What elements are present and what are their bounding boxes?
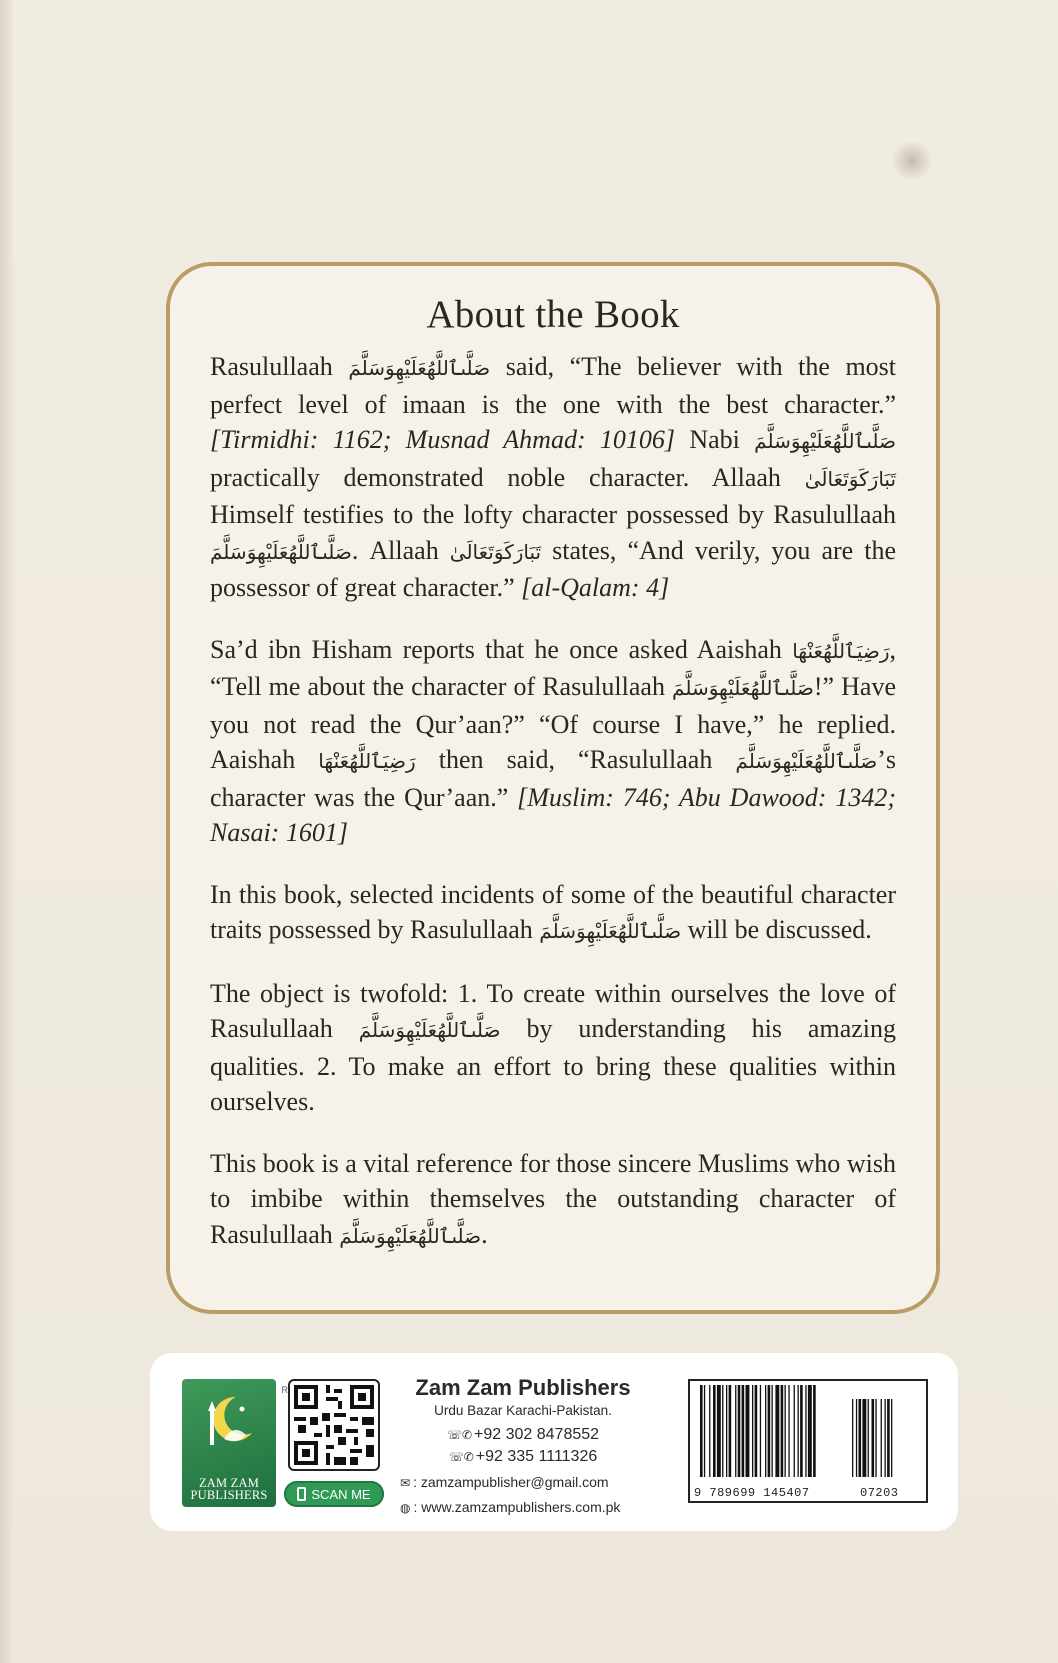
- barcode-bar: [788, 1385, 789, 1477]
- barcode-bar: [704, 1385, 705, 1477]
- paragraph-5: This book is a vital reference for those sincere Muslims who wish to imbibe within themselves the outstanding character of Rasulullaah صَلَّىٱللَّهُعَلَيْهِوَسَلَّمَ.: [210, 1148, 896, 1249]
- phone-whatsapp-icon: ☏✆: [448, 1450, 474, 1464]
- publisher-name: Zam Zam Publishers: [415, 1375, 631, 1400]
- honorific-ra: رَضِيَٱللَّهُعَنْهَا: [318, 749, 416, 773]
- barcode-bar: [772, 1385, 773, 1477]
- barcode-bar: [717, 1385, 721, 1477]
- barcode-bar: [805, 1385, 806, 1477]
- honorific-allah: تَبَارَكَوَتَعَالَىٰ: [449, 539, 542, 564]
- honorific-saw: صَلَّىٱللَّهُعَلَيْهِوَسَلَّمَ: [735, 749, 878, 773]
- honorific-saw: صَلَّىٱللَّهُعَلَيْهِوَسَلَّمَ: [754, 429, 896, 453]
- paragraph-3: In this book, selected incidents of some of the beautiful character traits possessed by Rasulullaah صَلَّىٱللَّهُعَلَيْهِوَسَلَّمَ will be discussed.: [210, 879, 896, 944]
- honorific-saw: صَلَّىٱللَّهُعَلَيْهِوَسَلَّمَ: [210, 539, 352, 564]
- barcode-bar: [709, 1385, 710, 1477]
- honorific-ra: رَضِيَٱللَّهُعَنْهَا: [792, 638, 890, 663]
- barcode-bar: [800, 1385, 803, 1477]
- honorific-saw: صَلَّىٱللَّهُعَلَيْهِوَسَلَّمَ: [358, 1018, 501, 1042]
- barcode-bar: [752, 1385, 753, 1477]
- barcode-bar: [755, 1385, 758, 1477]
- barcode-bar: [729, 1385, 732, 1477]
- barcode-bar: [856, 1399, 857, 1477]
- reference: [al-Qalam: 4]: [521, 573, 670, 602]
- barcode-bar: [859, 1399, 862, 1477]
- publisher-email[interactable]: ✉ : zamzampublisher@gmail.com: [400, 1474, 609, 1490]
- barcode-bar: [760, 1385, 761, 1477]
- barcode-bar: [742, 1385, 745, 1477]
- honorific-allah: تَبَارَكَوَتَعَالَىٰ: [804, 466, 897, 491]
- barcode-bar: [794, 1385, 795, 1477]
- logo-text-line-2: PUBLISHERS: [190, 1488, 268, 1502]
- barcode-bar: [775, 1385, 779, 1477]
- isbn-digits: 9 789699 145407: [694, 1486, 810, 1500]
- barcode-bar: [875, 1399, 876, 1477]
- barcode-bar: [726, 1385, 727, 1477]
- honorific-saw: صَلَّىٱللَّهُعَلَيْهِوَسَلَّمَ: [539, 919, 682, 943]
- barcode-bar: [768, 1385, 771, 1477]
- barcode-bar: [885, 1399, 886, 1477]
- barcode-bar: [713, 1385, 716, 1477]
- registered-mark: R: [281, 1385, 288, 1395]
- cover-smudge: [890, 142, 934, 180]
- paragraph-1: Rasulullaah صَلَّىٱللَّهُعَلَيْهِوَسَلَّمَ said, “The believer with the most perfect level of imaan is the one with the best character.” [Tirmidhi: 1162; Musnad Ahmad: 10106] Nabi صَلَّىٱللَّهُعَلَيْهِوَسَلَّمَ practically demonstrated noble character. Allaah تَبَارَكَوَتَعَالَىٰ Himself testifies to the lofty character possessed by Rasulullaah صَلَّىٱللَّهُعَلَيْهِوَسَلَّمَ. Allaah تَبَارَكَوَتَعَالَىٰ states, “And verily, you are the possessor of great character.” [al-Qalam: 4]: [210, 352, 897, 602]
- barcode-bar: [881, 1399, 882, 1477]
- phone-whatsapp-icon: ☏✆: [446, 1428, 473, 1442]
- honorific-saw: صَلَّىٱللَّهُعَلَيْهِوَسَلَّمَ: [339, 1223, 482, 1248]
- isbn-barcode: [688, 1379, 928, 1503]
- paragraph-4: The object is twofold: 1. To create within ourselves the love of Rasulullaah صَلَّىٱللَّهُعَلَيْهِوَسَلَّمَ by understanding his amazing qualities. 2. To make an effort to bring these qualities within ourselves.: [210, 978, 897, 1116]
- phone-icon: [297, 1487, 306, 1501]
- barcode-bar: [852, 1399, 853, 1477]
- publisher-info: [398, 1375, 648, 1518]
- globe-icon: ◍: [400, 1501, 411, 1515]
- publisher-phone-1: ☏✆ +92 302 8478552: [446, 1426, 600, 1443]
- qr-pattern: [290, 1381, 378, 1469]
- about-the-book-panel: [166, 262, 940, 1314]
- barcode-bar: [808, 1385, 812, 1477]
- reference: [Muslim: 746; Abu Dawood: 1342; Nasai: 1601]: [210, 782, 896, 847]
- barcode-bar: [891, 1399, 892, 1477]
- crescent-minaret-icon: [196, 1389, 262, 1459]
- logo-text-line-1: ZAM ZAM: [198, 1476, 260, 1490]
- qr-code[interactable]: [288, 1379, 380, 1471]
- honorific-saw: صَلَّىٱللَّهُعَلَيْهِوَسَلَّمَ: [672, 676, 814, 700]
- barcode-bar: [887, 1399, 890, 1477]
- barcode-bar: [765, 1385, 766, 1477]
- barcode-bar: [735, 1385, 736, 1477]
- barcode-bar: [862, 1399, 866, 1477]
- barcode-bar: [813, 1385, 816, 1477]
- honorific-saw: صَلَّىٱللَّهُعَلَيْهِوَسَلَّمَ: [348, 356, 491, 380]
- scan-me-badge[interactable]: SCAN ME: [284, 1481, 384, 1507]
- publisher-website[interactable]: ◍ : www.zamzampublishers.com.pk: [400, 1499, 621, 1515]
- barcode-bar: [700, 1385, 703, 1477]
- reference: [Tirmidhi: 1162; Musnad Ahmad: 10106]: [210, 425, 676, 454]
- barcode-bar: [785, 1385, 786, 1477]
- publisher-logo: [182, 1379, 288, 1507]
- barcode-bar: [872, 1399, 875, 1477]
- publisher-strip: [150, 1353, 958, 1531]
- addon-digits: 07203: [860, 1486, 899, 1500]
- envelope-icon: ✉: [400, 1476, 411, 1490]
- paragraph-2: Sa’d ibn Hisham reports that he once asked Aaishah رَضِيَٱللَّهُعَنْهَا, “Tell me about the character of Rasulullaah صَلَّىٱللَّهُعَلَيْهِوَسَلَّمَ!” Have you not read the Qur’aan?” “Of course I have,” he replied. Aaishah رَضِيَٱللَّهُعَنْهَا then said, “Rasulullaah صَلَّىٱللَّهُعَلَيْهِوَسَلَّمَ’s character was the Qur’aan.” [Muslim: 746; Abu Dawood: 1342; Nasai: 1601]: [210, 634, 897, 847]
- publisher-phone-2: ☏✆ +92 335 1111326: [448, 1448, 598, 1465]
- publisher-address: Urdu Bazar Karachi-Pakistan.: [434, 1403, 612, 1418]
- barcode-bar: [746, 1385, 750, 1477]
- barcode-bar: [868, 1399, 869, 1477]
- about-title: About the Book: [426, 293, 680, 336]
- barcode-bar: [738, 1385, 741, 1477]
- barcode-bar: [781, 1385, 784, 1477]
- barcode-bar: [798, 1385, 799, 1477]
- spine-shadow: [0, 0, 14, 1663]
- barcode-bar: [722, 1385, 723, 1477]
- barcode-bars: [690, 1381, 926, 1485]
